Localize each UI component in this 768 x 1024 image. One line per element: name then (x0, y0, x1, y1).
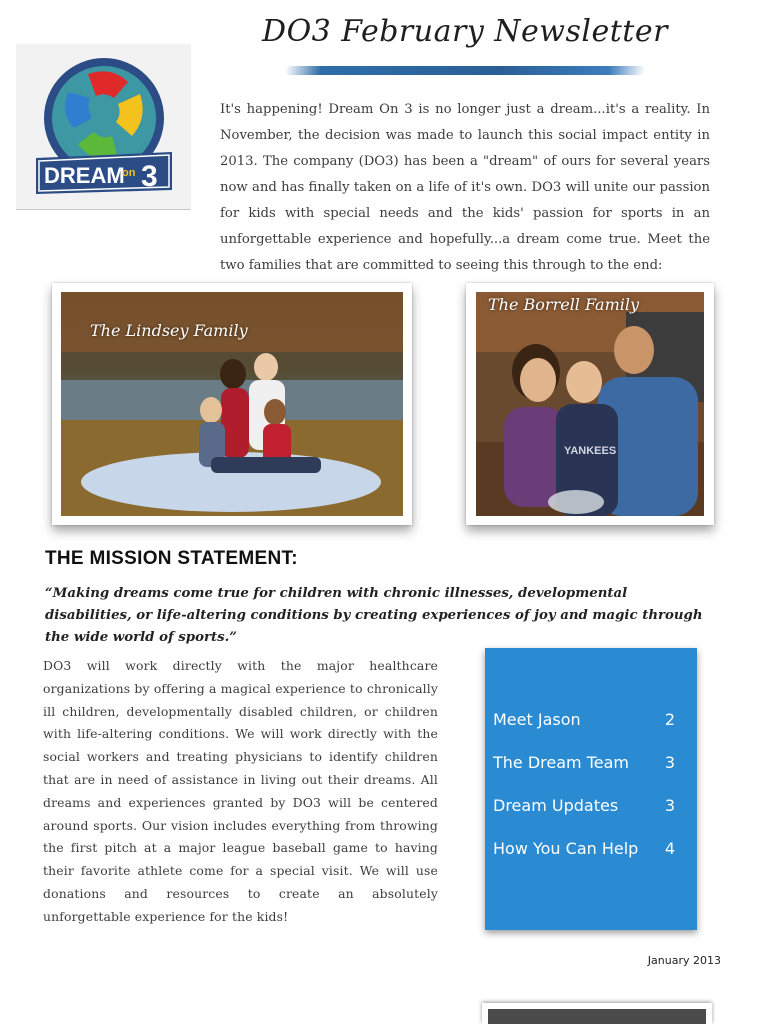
borrell-photo-image (476, 292, 704, 516)
logo-word-on: on (122, 167, 136, 179)
bottom-photo-image (488, 1009, 706, 1024)
toc-item-meet-jason[interactable] (485, 698, 697, 741)
logo-number-3: 3 (141, 160, 158, 193)
lindsey-family-photo (52, 283, 412, 525)
toc-item-page: 4 (664, 839, 675, 858)
toc-item-label: Meet Jason (493, 710, 581, 729)
table-of-contents (485, 648, 697, 930)
newsletter-title: DO3 February Newsletter (262, 14, 668, 49)
bottom-photo-partial (482, 1003, 712, 1024)
dream-on-3-logo (16, 44, 191, 210)
toc-item-page: 2 (664, 710, 675, 729)
borrell-family-caption: The Borrell Family (488, 295, 640, 314)
toc-item-page: 3 (664, 796, 675, 815)
title-brush-underline (284, 66, 646, 75)
logo-graphic (30, 52, 178, 202)
mission-statement-quote: “Making dreams come true for children with chronic illnesses, developmental disabilities, or life-altering conditions by creating experiences of joy and magic through the wide world of sports.” (45, 586, 703, 645)
toc-item-page: 3 (664, 753, 675, 772)
toc-item-dream-updates[interactable] (485, 784, 697, 827)
do3-description-paragraph: DO3 will work directly with the major healthcare organizations by offering a magical experience to chronically ill children, developmentally disabled children, or children with life-altering conditions. We will work directly with the social workers and treating physicians to identify children that are in need of assistance in living out their dreams. All dreams and experiences granted by DO3 will be centered around sports. Our vision includes everything from throwing the first pitch at a major league baseball game to having their favorite athlete come for a special visit. We will use donations and resources to create an absolutely unforgettable experience for the kids! (43, 658, 438, 924)
issue-date: January 2013 (647, 954, 721, 967)
toc-item-label: How You Can Help (493, 839, 639, 858)
toc-item-dream-team[interactable] (485, 741, 697, 784)
logo-word-dream: DREAM (44, 163, 125, 188)
lindsey-family-caption: The Lindsey Family (90, 321, 248, 340)
toc-item-label: Dream Updates (493, 796, 619, 815)
borrell-family-photo (466, 283, 714, 525)
toc-item-how-you-can-help[interactable] (485, 827, 697, 870)
mission-statement-heading: THE MISSION STATEMENT: (45, 548, 298, 569)
intro-paragraph: It's happening! Dream On 3 is no longer just a dream...it's a reality. In November, the decision was made to launch this social impact entity in 2013. The company (DO3) has been a "dream" of ours for several years now and has finally taken on a life of it's own. DO3 will unite our passion for kids with special needs and the kids' passion for sports in an unforgettable experience and hopefully...a dream come true. Meet the two families that are committed to seeing this through to the end: (220, 102, 710, 273)
yankees-shirt-text: YANKEES (564, 445, 617, 457)
toc-item-label: The Dream Team (493, 753, 629, 772)
